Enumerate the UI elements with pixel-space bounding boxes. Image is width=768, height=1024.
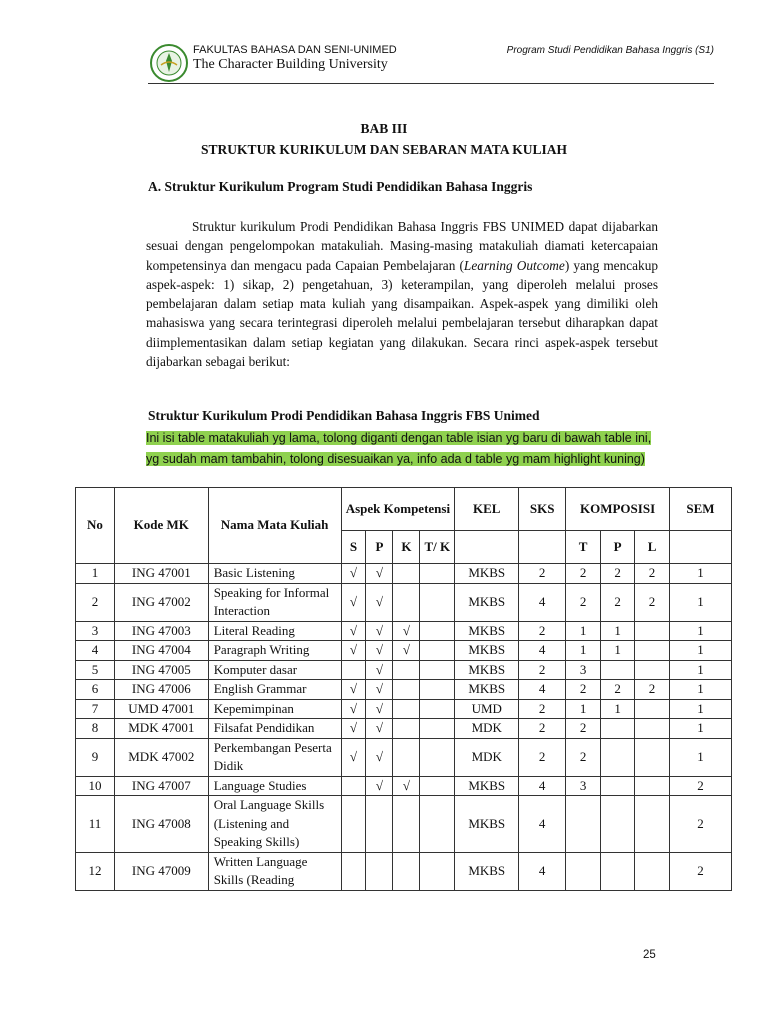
header-nama: Nama Mata Kuliah — [208, 488, 341, 564]
cell-kel: MKBS — [455, 680, 519, 700]
cell-kode: UMD 47001 — [114, 699, 208, 719]
cell-no: 9 — [76, 738, 115, 776]
cell-kel: MKBS — [455, 660, 519, 680]
cell-pp: 2 — [601, 564, 635, 584]
cell-l — [635, 776, 670, 796]
cell-p: √ — [366, 641, 393, 661]
table-row — [76, 776, 732, 796]
table-row — [76, 680, 732, 700]
cell-no: 2 — [76, 583, 115, 621]
university-logo — [149, 43, 189, 83]
cell-l — [635, 641, 670, 661]
cell-no: 3 — [76, 621, 115, 641]
cell-p: √ — [366, 738, 393, 776]
cell-sem: 1 — [670, 738, 732, 776]
cell-s — [341, 852, 366, 890]
cell-s — [341, 776, 366, 796]
header-t: T — [566, 531, 601, 564]
cell-tk — [420, 660, 455, 680]
cell-kel: MKBS — [455, 796, 519, 853]
cell-sks: 4 — [519, 583, 566, 621]
cell-kode: ING 47003 — [114, 621, 208, 641]
header-sks-blank — [519, 531, 566, 564]
cell-sks: 4 — [519, 852, 566, 890]
table-row — [76, 621, 732, 641]
cell-p — [366, 796, 393, 853]
header-k: K — [393, 531, 420, 564]
cell-p: √ — [366, 776, 393, 796]
cell-nama: Speaking for Informal Interaction — [208, 583, 341, 621]
cell-sem: 1 — [670, 564, 732, 584]
cell-kel: MDK — [455, 738, 519, 776]
cell-kode: ING 47004 — [114, 641, 208, 661]
table-row — [76, 699, 732, 719]
cell-nama: Oral Language Skills (Listening and Speaking Skills) — [208, 796, 341, 853]
cell-s: √ — [341, 641, 366, 661]
cell-sem: 2 — [670, 796, 732, 853]
cell-kel: UMD — [455, 699, 519, 719]
cell-kode: MDK 47002 — [114, 738, 208, 776]
faculty-name: FAKULTAS BAHASA DAN SENI-UNIMED — [193, 44, 397, 56]
cell-l: 2 — [635, 583, 670, 621]
header-pp: P — [601, 531, 635, 564]
cell-s — [341, 796, 366, 853]
cell-t: 3 — [566, 776, 601, 796]
cell-sem: 1 — [670, 660, 732, 680]
cell-tk — [420, 796, 455, 853]
cell-sem: 1 — [670, 641, 732, 661]
cell-sks: 4 — [519, 776, 566, 796]
header-no: No — [76, 488, 115, 564]
cell-k — [393, 680, 420, 700]
cell-kel: MKBS — [455, 776, 519, 796]
cell-s: √ — [341, 699, 366, 719]
cell-pp — [601, 776, 635, 796]
cell-sem: 2 — [670, 776, 732, 796]
cell-t: 1 — [566, 699, 601, 719]
cell-t: 2 — [566, 719, 601, 739]
cell-sem: 1 — [670, 699, 732, 719]
cell-k — [393, 660, 420, 680]
header-sem-blank — [670, 531, 732, 564]
cell-tk — [420, 680, 455, 700]
header-kel: KEL — [455, 488, 519, 531]
cell-sks: 2 — [519, 738, 566, 776]
table-row — [76, 564, 732, 584]
cell-k — [393, 719, 420, 739]
cell-tk — [420, 583, 455, 621]
cell-kel: MKBS — [455, 852, 519, 890]
cell-tk — [420, 641, 455, 661]
cell-sks: 2 — [519, 660, 566, 680]
cell-l: 2 — [635, 564, 670, 584]
chapter-number: BAB III — [360, 121, 408, 136]
cell-t: 1 — [566, 621, 601, 641]
header-sem: SEM — [670, 488, 732, 531]
cell-sks: 2 — [519, 564, 566, 584]
university-tagline: The Character Building University — [193, 57, 388, 72]
cell-s: √ — [341, 738, 366, 776]
cell-t: 1 — [566, 641, 601, 661]
cell-k — [393, 699, 420, 719]
cell-k — [393, 852, 420, 890]
cell-kode: ING 47008 — [114, 796, 208, 853]
cell-k: √ — [393, 641, 420, 661]
cell-p: √ — [366, 699, 393, 719]
header-s: S — [341, 531, 366, 564]
cell-pp: 1 — [601, 699, 635, 719]
cell-p: √ — [366, 583, 393, 621]
cell-k — [393, 564, 420, 584]
cell-tk — [420, 719, 455, 739]
header-kel-blank — [455, 531, 519, 564]
cell-sks: 2 — [519, 719, 566, 739]
cell-nama: Literal Reading — [208, 621, 341, 641]
cell-kel: MKBS — [455, 583, 519, 621]
cell-nama: Written Language Skills (Reading — [208, 852, 341, 890]
cell-sks: 4 — [519, 641, 566, 661]
cell-kel: MKBS — [455, 564, 519, 584]
cell-tk — [420, 852, 455, 890]
cell-s — [341, 660, 366, 680]
cell-nama: English Grammar — [208, 680, 341, 700]
cell-pp: 2 — [601, 583, 635, 621]
cell-k: √ — [393, 621, 420, 641]
cell-tk — [420, 621, 455, 641]
table-row — [76, 796, 732, 853]
table-row — [76, 583, 732, 621]
cell-sks: 4 — [519, 796, 566, 853]
cell-no: 1 — [76, 564, 115, 584]
header-l: L — [635, 531, 670, 564]
cell-pp — [601, 738, 635, 776]
cell-no: 10 — [76, 776, 115, 796]
table-row — [76, 738, 732, 776]
cell-pp: 1 — [601, 641, 635, 661]
program-name: Program Studi Pendidikan Bahasa Inggris (S1) — [506, 45, 714, 56]
cell-p: √ — [366, 621, 393, 641]
cell-l — [635, 796, 670, 853]
cell-l — [635, 738, 670, 776]
cell-s: √ — [341, 621, 366, 641]
cell-pp: 2 — [601, 680, 635, 700]
cell-no: 12 — [76, 852, 115, 890]
table-row — [76, 719, 732, 739]
header-komposisi: KOMPOSISI — [566, 488, 670, 531]
page-number: 25 — [643, 949, 656, 961]
cell-l — [635, 852, 670, 890]
cell-pp — [601, 852, 635, 890]
header-sks: SKS — [519, 488, 566, 531]
table-row — [76, 641, 732, 661]
header-divider — [148, 83, 714, 84]
cell-s: √ — [341, 719, 366, 739]
cell-k — [393, 796, 420, 853]
cell-l — [635, 660, 670, 680]
cell-nama: Filsafat Pendidikan — [208, 719, 341, 739]
cell-t: 2 — [566, 583, 601, 621]
cell-p: √ — [366, 680, 393, 700]
table-row — [76, 852, 732, 890]
cell-t — [566, 852, 601, 890]
cell-p: √ — [366, 660, 393, 680]
cell-no: 6 — [76, 680, 115, 700]
cell-nama: Perkembangan Peserta Didik — [208, 738, 341, 776]
cell-kode: MDK 47001 — [114, 719, 208, 739]
cell-k: √ — [393, 776, 420, 796]
cell-s: √ — [341, 564, 366, 584]
cell-pp — [601, 796, 635, 853]
cell-t: 2 — [566, 564, 601, 584]
chapter-title: STRUKTUR KURIKULUM DAN SEBARAN MATA KULIAH — [201, 142, 567, 157]
cell-no: 11 — [76, 796, 115, 853]
section-heading: A. Struktur Kurikulum Program Studi Pendidikan Bahasa Inggris — [148, 179, 533, 194]
cell-t: 2 — [566, 738, 601, 776]
table-row — [76, 660, 732, 680]
cell-p — [366, 852, 393, 890]
cell-nama: Basic Listening — [208, 564, 341, 584]
header-tk: T/ K — [420, 531, 455, 564]
cell-sem: 1 — [670, 719, 732, 739]
cell-sem: 1 — [670, 583, 732, 621]
cell-sks: 2 — [519, 699, 566, 719]
cell-nama: Language Studies — [208, 776, 341, 796]
curriculum-table — [75, 487, 732, 891]
cell-no: 5 — [76, 660, 115, 680]
cell-l: 2 — [635, 680, 670, 700]
cell-t — [566, 796, 601, 853]
cell-kode: ING 47005 — [114, 660, 208, 680]
cell-tk — [420, 776, 455, 796]
cell-l — [635, 699, 670, 719]
cell-nama: Paragraph Writing — [208, 641, 341, 661]
cell-sem: 2 — [670, 852, 732, 890]
cell-kode: ING 47007 — [114, 776, 208, 796]
cell-sem: 1 — [670, 621, 732, 641]
header-aspek: Aspek Kompetensi — [341, 488, 455, 531]
cell-kel: MKBS — [455, 621, 519, 641]
cell-nama: Komputer dasar — [208, 660, 341, 680]
cell-t: 3 — [566, 660, 601, 680]
cell-sem: 1 — [670, 680, 732, 700]
table-title: Struktur Kurikulum Prodi Pendidikan Bahasa Inggris FBS Unimed — [148, 408, 540, 423]
header-p: P — [366, 531, 393, 564]
cell-k — [393, 738, 420, 776]
cell-no: 4 — [76, 641, 115, 661]
cell-kode: ING 47006 — [114, 680, 208, 700]
cell-pp: 1 — [601, 621, 635, 641]
cell-sks: 2 — [519, 621, 566, 641]
cell-sks: 4 — [519, 680, 566, 700]
cell-kode: ING 47001 — [114, 564, 208, 584]
cell-kode: ING 47002 — [114, 583, 208, 621]
cell-no: 7 — [76, 699, 115, 719]
cell-kode: ING 47009 — [114, 852, 208, 890]
cell-kel: MKBS — [455, 641, 519, 661]
cell-pp — [601, 660, 635, 680]
cell-k — [393, 583, 420, 621]
cell-nama: Kepemimpinan — [208, 699, 341, 719]
intro-paragraph: Struktur kurikulum Prodi Pendidikan Bahasa Inggris FBS UNIMED dapat dijabarkan sesuai dengan pengelompokan matakuliah. Masing-masing matakuliah diamati ketercapaian kompetensinya dan mengacu pada Capaian Pembelajaran (Learning Outcome) yang mencakup aspek-aspek: 1) sikap, 2) pengetahuan, 3) keterampilan, yang diperoleh melalui proses pembelajaran dalam setiap mata kuliah yang disampaikan. Aspek-aspek yang dimiliki oleh mahasiswa yang secara terintegrasi diperoleh melalui pembelajaran tersebut diharapkan dapat diimplementasikan dalam setiap kegiatan yang dilakukan. Secara rinci aspek-aspek tersebut dijabarkan sebagai berikut: — [146, 219, 658, 370]
header-kode: Kode MK — [114, 488, 208, 564]
cell-p: √ — [366, 719, 393, 739]
cell-s: √ — [341, 583, 366, 621]
cell-tk — [420, 738, 455, 776]
cell-no: 8 — [76, 719, 115, 739]
cell-tk — [420, 699, 455, 719]
cell-t: 2 — [566, 680, 601, 700]
cell-kel: MDK — [455, 719, 519, 739]
highlighted-note: Ini isi table matakuliah yg lama, tolong diganti dengan table isian yg baru di bawah table ini, yg sudah mam tambahin, tolong disesuaikan ya, info ada d table yg mam highlight kuning) — [146, 431, 652, 466]
cell-p: √ — [366, 564, 393, 584]
cell-pp — [601, 719, 635, 739]
cell-tk — [420, 564, 455, 584]
cell-l — [635, 719, 670, 739]
cell-l — [635, 621, 670, 641]
cell-s: √ — [341, 680, 366, 700]
